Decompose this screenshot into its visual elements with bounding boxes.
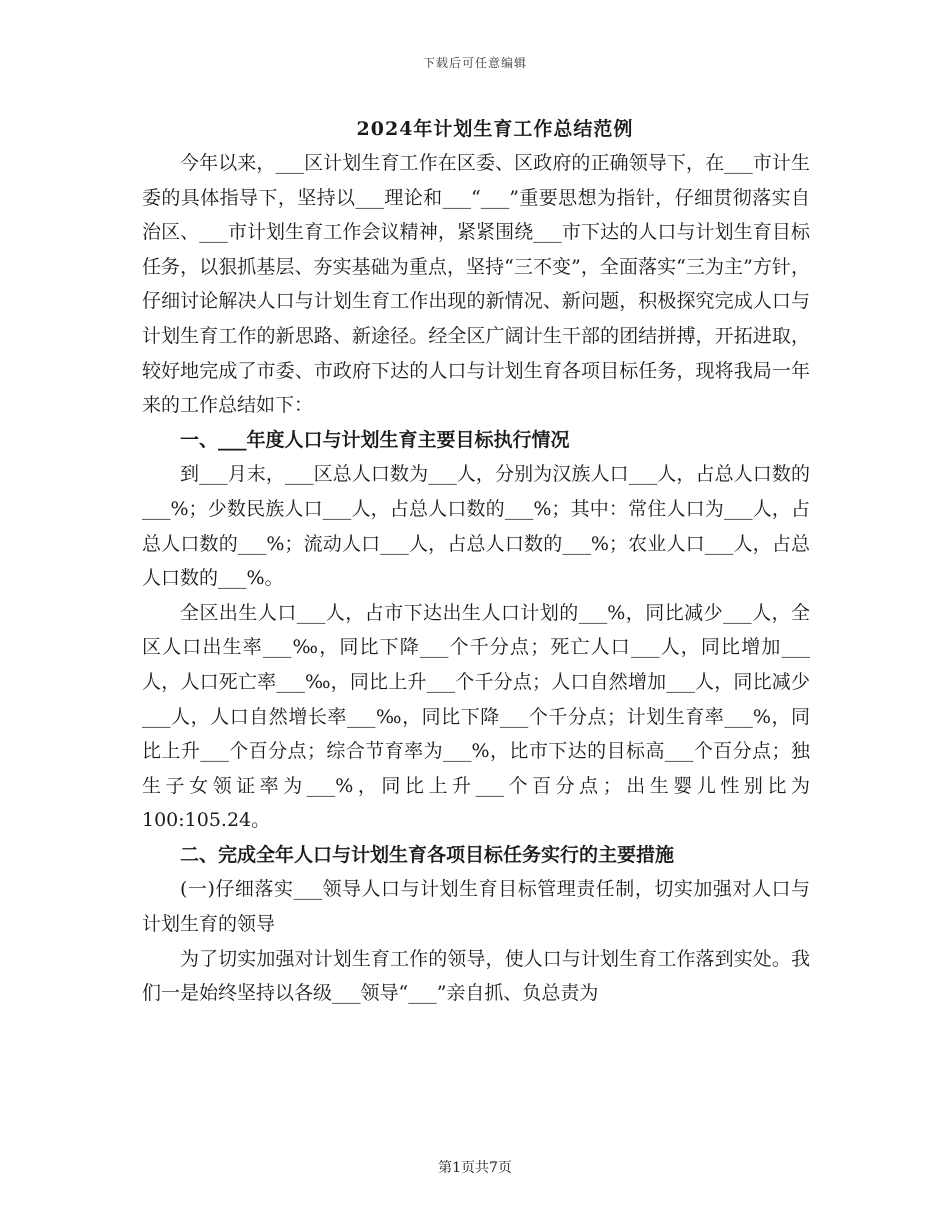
page-footer: 第1页共7页 [438, 1160, 512, 1176]
birth-rate-paragraph: 全区出生人口___人，占市下达出生人口计划的___%，同比减少___人，全区人口出生率___‰，同比下降___个千分点；死亡人口___人，同比增加___人，人口死亡率___‰，同比上升___个千分点；人口自然增加___人，同比减少___人，人口自然增长率___‰，同比下降___个千分点；计划生育率___%，同比上升___个百分点；综合节育率为___%，比市下达的目标高___个百分点；独生子女领证率为___%，同比上升___个百分点；出生婴儿性别比为100:105.24。 [142, 601, 810, 832]
header-note: 下载后可任意编辑 [422, 56, 527, 70]
population-paragraph: 到___月末，___区总人口数为___人，分别为汉族人口___人，占总人口数的___%；少数民族人口___人，占总人口数的___%；其中：常住人口为___人，占总人口数的___%；流动人口___人，占总人口数的___%；农业人口___人，占总人口数的___%。 [142, 463, 810, 590]
subsection-heading-1: (一)仔细落实___领导人口与计划生育目标管理责任制，切实加强对人口与计划生育的领导 [142, 878, 810, 936]
measures-paragraph: 为了切实加强对计划生育工作的领导，使人口与计划生育工作落到实处。我们一是始终坚持以各级___领导“___”亲自抓、负总责为 [142, 947, 810, 1005]
document-body [142, 146, 810, 1011]
intro-paragraph: 今年以来，___区计划生育工作在区委、区政府的正确领导下，在___市计生委的具体指导下，坚持以___理论和___“___”重要思想为指针，仔细贯彻落实自治区、___市计划生育工作会议精神，紧紧围绕___市下达的人口与计划生育目标任务，以狠抓基层、夯实基础为重点，坚持“三不变”，全面落实“三为主”方针，仔细讨论解决人口与计划生育工作出现的新情况、新问题，积极探究完成人口与计划生育工作的新思路、新途径。经全区广阔计生干部的团结拼搏，开拓进取，较好地完成了市委、市政府下达的人口与计划生育各项目标任务，现将我局一年来的工作总结如下： [142, 152, 810, 417]
section-heading-2: 二、完成全年人口与计划生育各项目标任务实行的主要措施 [180, 843, 675, 866]
section-heading-1: 一、___年度人口与计划生育主要目标执行情况 [180, 428, 570, 451]
document-title: 2024年计划生育工作总结范例 [356, 118, 634, 140]
